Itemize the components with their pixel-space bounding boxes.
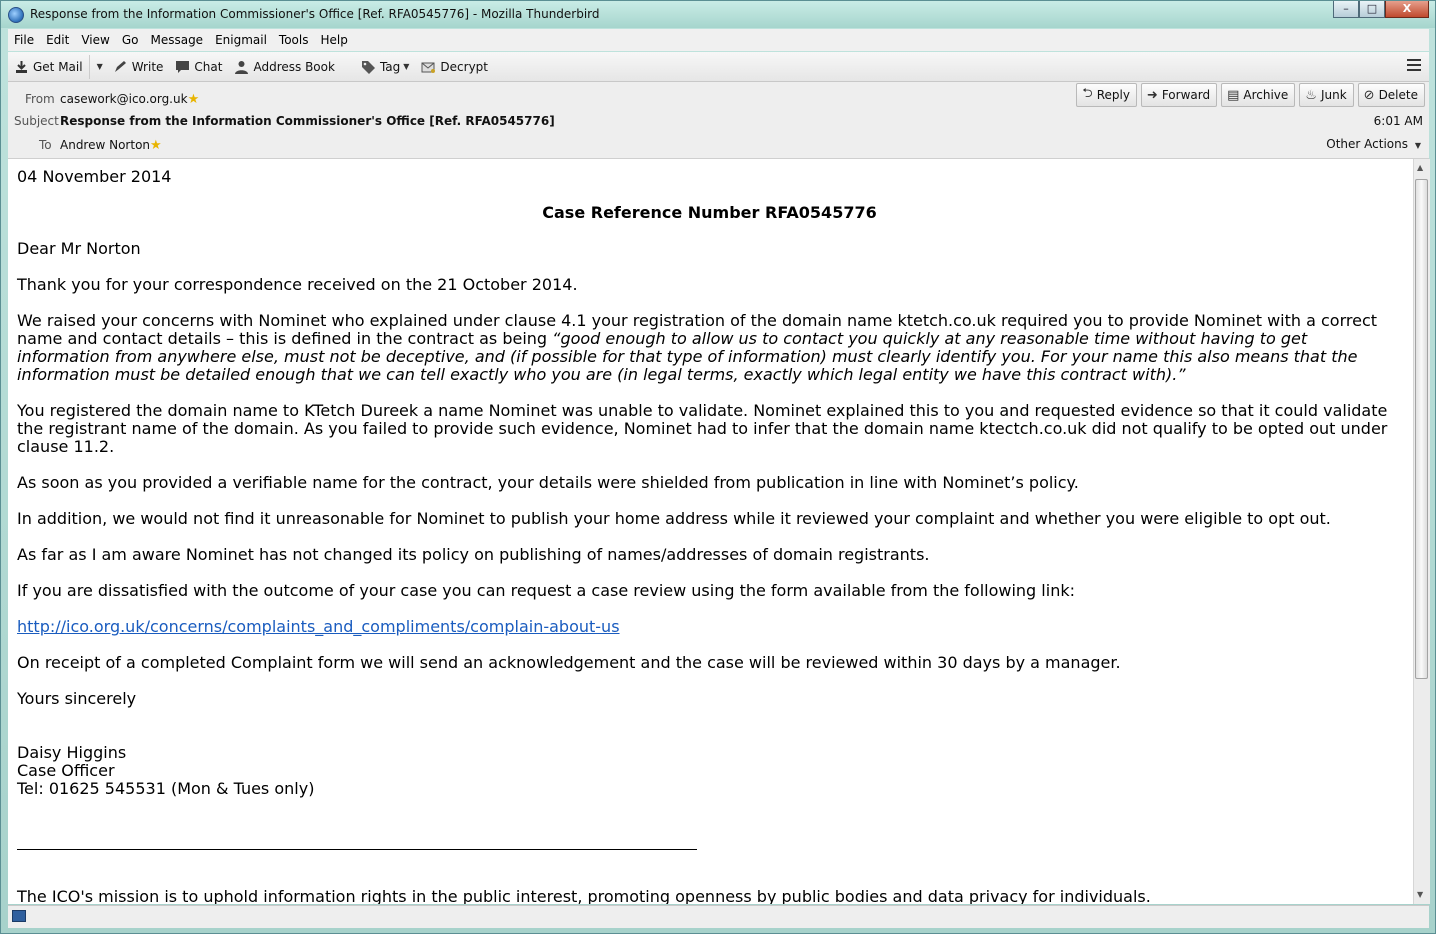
menu-tools[interactable]: Tools [278, 33, 309, 47]
paragraph-4: As soon as you provided a verifiable name for the contract, your details were shielded from publication in line with Nominet’s policy. [17, 473, 1079, 492]
from-address[interactable] [60, 92, 199, 107]
vertical-scrollbar[interactable] [1413, 159, 1430, 904]
from-value: casework@ico.org.uk [60, 92, 188, 106]
paragraph-7: If you are dissatisfied with the outcome of your case you can request a case review using the form available from the following link: [17, 581, 1075, 600]
menu-enigmail[interactable]: Enigmail [215, 33, 267, 47]
menu-file[interactable]: File [14, 33, 35, 47]
message-body[interactable] [8, 159, 1413, 904]
write-button[interactable] [107, 55, 170, 79]
other-actions-button[interactable] [1326, 137, 1421, 151]
message-header [8, 82, 1429, 159]
signature-name: Daisy Higgins [17, 743, 127, 762]
signature-title: Case Officer [17, 761, 115, 780]
paragraph-3: You registered the domain name to KTetch Dureek a name Nominet was unable to validate. Nominet explained this to you and requested evidence so that it could validate the registrant name of the domain. As you failed to provide such evidence, Nominet had to infer that the domain name ktectch.co.uk did not qualify to be opted out under clause 11.2. [17, 401, 1388, 456]
address-book-label: Address Book [253, 59, 335, 74]
complaint-link[interactable]: http://ico.org.uk/concerns/complaints_and_compliments/complain-about-us [17, 617, 620, 636]
menu-help[interactable]: Help [320, 33, 348, 47]
from-label: From [25, 92, 55, 106]
archive-label: Archive [1243, 88, 1289, 102]
complaint-link-row [17, 618, 1402, 636]
online-status-icon[interactable] [12, 910, 26, 922]
subject-label: Subject [14, 114, 59, 128]
forward-label: Forward [1161, 88, 1211, 102]
subject-value: Response from the Information Commissioner's Office [Ref. RFA0545776] [60, 114, 555, 128]
address-book-button[interactable] [228, 55, 340, 79]
signature-tel: Tel: 01625 545531 (Mon & Tues only) [17, 779, 315, 798]
flame-icon: ♨ [1305, 87, 1317, 103]
paragraph-2-quote: “good enough to allow us to contact you quickly at any reasonable time without having to get information from anywhere else, must not be deceptive, and (if possible for that type of information) must clearly identify you. For your name this also means that the information must be detailed enough that we can tell exactly who you are (in legal terms, exactly which legal entity we have this contract with).” [17, 329, 1358, 384]
paragraph-1: Thank you for your correspondence received on the 21 October 2014. [17, 275, 578, 294]
forward-button[interactable] [1141, 83, 1217, 107]
divider [17, 849, 697, 850]
delete-button[interactable] [1358, 83, 1425, 107]
to-label: To [39, 138, 52, 152]
person-icon [234, 60, 249, 74]
archive-icon: ▤ [1227, 87, 1240, 103]
get-mail-dropdown[interactable] [89, 55, 107, 79]
decrypt-label: Decrypt [440, 59, 488, 74]
menu-message[interactable]: Message [150, 33, 204, 47]
window-title: Response from the Information Commissioner's Office [Ref. RFA0545776] - Mozilla Thunderbird [30, 7, 600, 21]
get-mail-button[interactable] [8, 55, 89, 79]
reply-arrow-icon: ⮌ [1082, 86, 1093, 101]
thunderbird-app-icon [8, 7, 24, 23]
tag-button[interactable] [355, 55, 415, 79]
paragraph-6: As far as I am aware Nominet has not changed its policy on publishing of names/addresses of domain registrants. [17, 545, 930, 564]
download-icon [14, 60, 29, 74]
menu-bar [8, 29, 1429, 51]
letter-date: 04 November 2014 [17, 167, 172, 186]
paragraph-8: On receipt of a completed Complaint form we will send an acknowledgement and the case will be reviewed within 30 days by a manager. [17, 653, 1121, 672]
main-toolbar [8, 52, 1429, 82]
scroll-down-icon[interactable]: ▼ [1417, 890, 1424, 899]
delete-label: Delete [1378, 88, 1418, 102]
chevron-down-icon: ▼ [1414, 141, 1421, 150]
app-menu-icon[interactable] [1407, 59, 1421, 71]
to-value: Andrew Norton [60, 138, 151, 152]
star-icon[interactable]: ★ [187, 92, 200, 107]
ico-mission: The ICO's mission is to uphold information rights in the public interest, promoting openness by public bodies and data privacy for individuals. [17, 887, 1151, 904]
status-bar [8, 905, 1429, 928]
window-controls [1333, 1, 1429, 20]
forward-arrow-icon: ➜ [1146, 87, 1158, 103]
pencil-icon [113, 60, 128, 74]
case-reference: Case Reference Number RFA0545776 [542, 203, 877, 222]
chat-label: Chat [194, 59, 223, 74]
get-mail-label: Get Mail [33, 59, 83, 74]
write-label: Write [131, 59, 164, 74]
reply-button[interactable] [1076, 83, 1137, 107]
envelope-key-icon [421, 60, 436, 74]
menu-go[interactable]: Go [121, 33, 139, 47]
minimize-button[interactable]: – [1333, 1, 1359, 18]
chevron-down-icon: ▼ [96, 62, 103, 71]
chat-button[interactable] [169, 55, 228, 79]
chat-bubble-icon [175, 60, 190, 74]
decrypt-button[interactable] [415, 55, 494, 79]
menu-edit[interactable]: Edit [46, 33, 70, 47]
tag-icon [361, 60, 376, 74]
paragraph-5: In addition, we would not find it unreasonable for Nominet to publish your home address while it reviewed your complaint and whether you were eligible to opt out. [17, 509, 1331, 528]
close-button[interactable]: X [1385, 1, 1429, 18]
reply-label: Reply [1096, 88, 1130, 102]
delete-icon: ⊘ [1363, 87, 1375, 103]
paragraph-2-text: We raised your concerns with Nominet who explained under clause 4.1 your registration of the domain name ktetch.co.uk required you to provide Nominet with a correct name and contact details – this is defined in the contract as being [17, 311, 1378, 348]
title-bar[interactable] [1, 1, 1435, 28]
scroll-up-icon[interactable]: ▲ [1417, 163, 1424, 172]
to-address[interactable] [60, 138, 162, 153]
tag-label: Tag [379, 59, 401, 74]
star-icon[interactable]: ★ [150, 138, 162, 153]
header-actions [1076, 83, 1425, 107]
junk-label: Junk [1320, 88, 1347, 102]
other-actions-label: Other Actions [1326, 137, 1409, 151]
archive-button[interactable] [1221, 83, 1295, 107]
message-time: 6:01 AM [1373, 114, 1423, 128]
junk-button[interactable] [1299, 83, 1353, 107]
scrollbar-thumb[interactable] [1415, 179, 1428, 679]
menu-view[interactable]: View [81, 33, 110, 47]
chevron-down-icon: ▼ [403, 62, 410, 71]
closing: Yours sincerely [17, 689, 137, 708]
paragraph-2 [17, 312, 1402, 384]
maximize-button[interactable]: □ [1359, 1, 1385, 18]
greeting: Dear Mr Norton [17, 239, 141, 258]
